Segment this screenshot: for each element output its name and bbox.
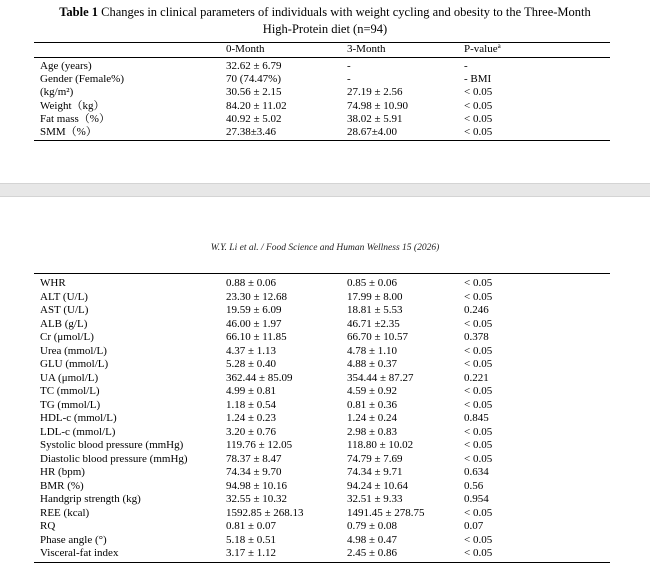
table-row	[0, 385, 650, 398]
value-0-month: 46.00 ± 1.97	[226, 317, 282, 330]
p-value: 0.246	[464, 304, 489, 316]
value-0-month: 32.55 ± 10.32	[226, 493, 288, 505]
value-3-month: 74.34 ± 9.71	[347, 466, 403, 478]
p-value: 0.221	[464, 371, 489, 384]
value-3-month: 118.80 ± 10.02	[347, 439, 414, 451]
value-0-month: 5.28 ± 0.40	[226, 358, 277, 370]
row-label: BMR (%)	[40, 479, 84, 492]
value-0-month: 4.37 ± 1.13	[226, 344, 277, 357]
p-value: 0.378	[464, 331, 489, 343]
value-3-month: 74.98 ± 10.90	[347, 99, 409, 112]
table-row	[0, 126, 650, 139]
p-value: < 0.05	[464, 112, 493, 125]
value-3-month: 32.51 ± 9.33	[347, 493, 403, 505]
value-0-month: 84.20 ± 11.02	[226, 99, 287, 112]
value-0-month: 119.76 ± 12.05	[226, 439, 293, 451]
table-top-bottom-rule	[34, 140, 610, 141]
row-label: TG (mmol/L)	[40, 398, 101, 411]
table-row	[0, 345, 650, 358]
p-value: < 0.05	[464, 398, 493, 411]
p-value: < 0.05	[464, 86, 493, 99]
table-row	[0, 331, 650, 344]
row-label: HDL-c (mmol/L)	[40, 412, 117, 424]
row-label: Handgrip strength (kg)	[40, 493, 141, 505]
p-value: < 0.05	[464, 277, 493, 289]
table-top-rule	[34, 42, 610, 43]
table-row	[0, 73, 650, 86]
table-row	[0, 507, 650, 520]
value-3-month: 4.78 ± 1.10	[347, 344, 398, 357]
table-row	[0, 277, 650, 290]
p-value: < 0.05	[464, 385, 493, 397]
value-3-month: -	[347, 60, 351, 72]
value-3-month: 354.44 ± 87.27	[347, 371, 414, 384]
table-row	[0, 453, 650, 466]
value-3-month: 4.98 ± 0.47	[347, 533, 398, 546]
value-0-month: 19.59 ± 6.09	[226, 304, 282, 316]
value-0-month: 0.88 ± 0.06	[226, 277, 277, 289]
column-header-p-value	[464, 43, 501, 56]
row-label: SMM（%）	[40, 126, 97, 138]
value-0-month: 5.18 ± 0.51	[226, 533, 277, 546]
table-row	[0, 534, 650, 547]
value-3-month: 46.71 ±2.35	[347, 317, 400, 330]
table-caption-text: Changes in clinical parameters of individuals with weight cycling and obesity to the Three-Month	[101, 5, 591, 19]
p-value: < 0.05	[464, 439, 493, 451]
value-3-month: 38.02 ± 5.91	[347, 112, 403, 125]
p-value: 0.845	[464, 412, 489, 424]
column-header-0-month: 0-Month	[226, 43, 265, 55]
table-row	[0, 480, 650, 493]
table-row	[0, 439, 650, 452]
value-0-month: 3.17 ± 1.12	[226, 547, 277, 559]
table-row	[0, 318, 650, 331]
table-continued-top-rule	[34, 273, 610, 274]
row-label: Phase angle (°)	[40, 533, 107, 546]
value-0-month: 362.44 ± 85.09	[226, 371, 293, 384]
value-0-month: 1592.85 ± 268.13	[226, 506, 304, 519]
p-value-footnote-mark: a	[497, 42, 501, 50]
row-label: AST (U/L)	[40, 304, 89, 316]
row-label: REE (kcal)	[40, 506, 90, 519]
table-row	[0, 358, 650, 371]
table-row	[0, 426, 650, 439]
table-bottom-rule	[34, 562, 610, 563]
value-3-month: 94.24 ± 10.64	[347, 479, 409, 492]
value-3-month: 0.81 ± 0.36	[347, 398, 398, 411]
p-value: < 0.05	[464, 452, 493, 465]
value-0-month: 66.10 ± 11.85	[226, 331, 287, 343]
p-value: -	[464, 60, 468, 72]
value-3-month: 28.67±4.00	[347, 126, 398, 138]
row-label: Weight（kg）	[40, 99, 105, 112]
row-label: LDL-c (mmol/L)	[40, 425, 116, 438]
row-label: UA (μmol/L)	[40, 371, 99, 384]
p-value: 0.56	[464, 479, 484, 492]
p-value: < 0.05	[464, 358, 493, 370]
table-row	[0, 399, 650, 412]
row-label: (kg/m²)	[40, 86, 74, 99]
value-0-month: 78.37 ± 8.47	[226, 452, 282, 465]
header-rule	[34, 57, 610, 58]
table-label: Table 1	[59, 5, 99, 19]
row-label: Fat mass（%）	[40, 112, 110, 125]
row-label: Urea (mmol/L)	[40, 344, 107, 357]
table-row	[0, 60, 650, 73]
value-0-month: 70 (74.47%)	[226, 73, 281, 86]
value-0-month: 40.92 ± 5.02	[226, 112, 282, 125]
table-row	[0, 372, 650, 385]
p-value: 0.07	[464, 520, 484, 532]
p-value: < 0.05	[464, 425, 493, 438]
value-0-month: 27.38±3.46	[226, 126, 277, 138]
row-label: Systolic blood pressure (mmHg)	[40, 439, 184, 451]
row-label: TC (mmol/L)	[40, 385, 100, 397]
table-row	[0, 291, 650, 304]
table-row	[0, 547, 650, 560]
value-3-month: 4.88 ± 0.37	[347, 358, 398, 370]
table-row	[0, 412, 650, 425]
p-value: < 0.05	[464, 317, 493, 330]
value-3-month: 4.59 ± 0.92	[347, 385, 398, 397]
table-row	[0, 113, 650, 126]
p-value: 0.634	[464, 466, 489, 478]
row-label: WHR	[40, 277, 66, 289]
p-value: 0.954	[464, 493, 489, 505]
table-caption-line2: High-Protein diet (n=94)	[262, 22, 388, 36]
row-label: GLU (mmol/L)	[40, 358, 109, 370]
row-label: HR (bpm)	[40, 466, 85, 478]
row-label: RQ	[40, 520, 56, 532]
value-3-month: 27.19 ± 2.56	[347, 86, 403, 99]
value-0-month: 30.56 ± 2.15	[226, 86, 282, 99]
value-0-month: 94.98 ± 10.16	[226, 479, 288, 492]
value-3-month: 2.98 ± 0.83	[347, 425, 398, 438]
value-3-month: 66.70 ± 10.57	[347, 331, 409, 343]
table-row	[0, 86, 650, 99]
row-label: Gender (Female%)	[40, 73, 124, 86]
p-value: < 0.05	[464, 533, 493, 546]
value-0-month: 4.99 ± 0.81	[226, 385, 277, 397]
value-0-month: 0.81 ± 0.07	[226, 520, 277, 532]
value-0-month: 74.34 ± 9.70	[226, 466, 282, 478]
row-label: Diastolic blood pressure (mmHg)	[40, 452, 188, 465]
p-value: < 0.05	[464, 99, 493, 112]
p-value: < 0.05	[464, 344, 493, 357]
value-0-month: 32.62 ± 6.79	[226, 60, 282, 72]
value-3-month: 0.85 ± 0.06	[347, 277, 398, 289]
value-0-month: 3.20 ± 0.76	[226, 425, 277, 438]
table-row	[0, 520, 650, 533]
value-3-month: 74.79 ± 7.69	[347, 452, 403, 465]
p-value: < 0.05	[464, 126, 493, 138]
value-3-month: 0.79 ± 0.08	[347, 520, 398, 532]
value-0-month: 1.18 ± 0.54	[226, 398, 277, 411]
column-header-3-month: 3-Month	[347, 43, 386, 55]
value-3-month: 18.81 ± 5.53	[347, 304, 403, 316]
value-3-month: 2.45 ± 0.86	[347, 547, 398, 559]
running-head: W.Y. Li et al. / Food Science and Human Wellness 15 (2026)	[210, 243, 440, 253]
table-row	[0, 100, 650, 113]
value-0-month: 1.24 ± 0.23	[226, 412, 277, 424]
value-0-month: 23.30 ± 12.68	[226, 290, 288, 303]
p-value: < 0.05	[464, 547, 493, 559]
row-label: Visceral-fat index	[40, 547, 119, 559]
row-label: ALB (g/L)	[40, 317, 88, 330]
table-caption-line1	[28, 4, 622, 20]
table-row	[0, 304, 650, 317]
value-3-month: 17.99 ± 8.00	[347, 290, 403, 303]
row-label: ALT (U/L)	[40, 290, 88, 303]
p-value: < 0.05	[464, 290, 493, 303]
value-3-month: 1.24 ± 0.24	[347, 412, 398, 424]
table-row	[0, 466, 650, 479]
row-label: Cr (μmol/L)	[40, 331, 94, 343]
p-value: < 0.05	[464, 506, 493, 519]
value-3-month: 1491.45 ± 278.75	[347, 506, 425, 519]
table-row	[0, 493, 650, 506]
row-label: Age (years)	[40, 60, 92, 72]
p-value: - BMI	[464, 73, 492, 86]
value-3-month: -	[347, 73, 351, 86]
page-break-gap	[0, 183, 650, 197]
p-value-label: P-value	[464, 43, 498, 55]
